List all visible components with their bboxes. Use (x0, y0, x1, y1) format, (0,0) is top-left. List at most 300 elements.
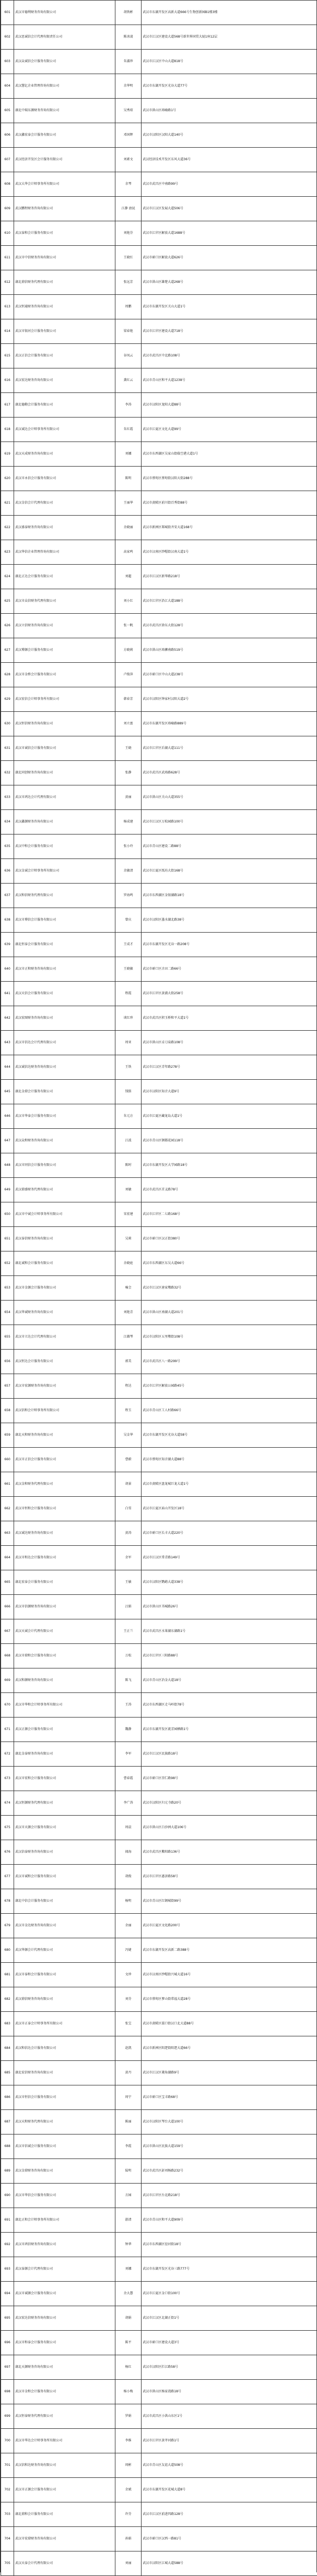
company-address: 武汉市汉阳区墨水湖北路38号 (142, 908, 317, 933)
company-name: 湖北天源财务咨询有限公司 (14, 2355, 115, 2380)
company-name: 武汉市宏鼎财务咨询有限公司 (14, 2527, 115, 2551)
company-address: 武汉市汉南区纱帽街兴城大道16号 (142, 1963, 317, 1987)
table-row (1, 1227, 317, 1251)
company-name: 武汉恒达会计服务有限公司 (14, 1350, 115, 1374)
contact-person: 李广涛 (115, 1791, 142, 1816)
table-row (1, 1693, 317, 1718)
company-name: 武汉市诚信会计服务有限公司 (14, 736, 115, 761)
table-row (1, 1987, 317, 2012)
company-name: 武汉泰源会计代理有限公司 (14, 2257, 115, 2282)
contact-person: 胡娟 (115, 2306, 142, 2331)
row-number: 686 (1, 2085, 14, 2110)
row-number: 604 (1, 74, 14, 99)
row-number: 668 (1, 1644, 14, 1668)
contact-person: 刘超 (115, 565, 142, 589)
row-number: 602 (1, 25, 14, 50)
row-number: 635 (1, 834, 14, 859)
company-name: 武汉鹏程财务咨询有限公司 (14, 197, 115, 221)
company-address: 武汉市东湖开发区花城大道8号 (142, 2478, 317, 2502)
company-name: 武汉泰信财务咨询有限公司 (14, 1227, 115, 1251)
company-name: 武汉鼎信财务咨询有限公司 (14, 1987, 115, 2012)
company-address: 武汉市江汉区青年路278号 (142, 1055, 317, 1080)
table-row (1, 1570, 317, 1595)
company-name: 武汉市泰和会计服务有限公司 (14, 1963, 115, 1987)
contact-person: 宋宏建 (115, 1202, 142, 1227)
contact-person: 谷凤云 (115, 344, 142, 368)
company-name: 武汉市金源会计服务有限公司 (14, 1276, 115, 1301)
company-address: 武汉市蔡甸区奓山街常福大道28号 (142, 1987, 317, 2012)
company-name: 武汉鼎盛财务代理有限公司 (14, 1178, 115, 1202)
company-name: 湖北金泰财务咨询有限公司 (14, 1742, 115, 1767)
table-row (1, 1497, 317, 1521)
row-number: 609 (1, 197, 14, 221)
table-row (1, 1031, 317, 1055)
registry-table-body (1, 1, 317, 2576)
contact-person: 王正兰 (115, 1619, 142, 1644)
contact-person: 王敏 (115, 1570, 142, 1595)
company-address: 武汉市江夏区藏龙岛大道1号 (142, 1104, 317, 1129)
company-address: 武汉市硚口区长丰大道220号 (142, 1521, 317, 1546)
table-row (1, 368, 317, 393)
contact-person: 陈冰凌 (115, 25, 142, 50)
company-address: 武汉市洪山区民族大道159号 (142, 2134, 317, 2159)
contact-person: 李维 (115, 2429, 142, 2453)
row-number: 667 (1, 1619, 14, 1644)
contact-person: 余华明 (115, 74, 142, 99)
row-number: 643 (1, 1031, 14, 1055)
row-number: 693 (1, 2257, 14, 2282)
row-number: 675 (1, 1816, 14, 1840)
company-address: 武汉市黄陂区滠口街汉口北大道88号 (142, 2012, 317, 2036)
row-number: 704 (1, 2527, 14, 2551)
table-row (1, 785, 317, 810)
contact-person: 王晓敏 (115, 957, 142, 982)
company-address: 武汉市武昌区武珞路628号 (142, 761, 317, 785)
company-address: 武汉市东湖开发区流芳园横路1号 (142, 1718, 317, 1742)
company-name: 湖北同创财务咨询有限公司 (14, 761, 115, 785)
table-row (1, 1374, 317, 1399)
company-name: 武汉市鸿达会计代理有限公司 (14, 785, 115, 810)
company-name: 武汉市天源会计服务有限公司 (14, 1816, 115, 1840)
company-name: 武汉天诚会计代理有限公司 (14, 1619, 115, 1644)
row-number: 665 (1, 1570, 14, 1595)
table-row (1, 1963, 317, 1987)
table-row (1, 908, 317, 933)
row-number: 637 (1, 884, 14, 908)
table-row (1, 1619, 317, 1644)
contact-person: 冯婕 (115, 1938, 142, 1963)
table-row (1, 1595, 317, 1619)
company-address: 武汉市武昌区八一路299号 (142, 1350, 317, 1374)
row-number: 685 (1, 2061, 14, 2085)
contact-person: 周亚 (115, 1031, 142, 1055)
contact-person: 曹蔚 (115, 1448, 142, 1472)
company-address: 武汉市汉阳区琴台大道100号 (142, 2110, 317, 2134)
company-name: 武汉市正信会计服务有限公司 (14, 1448, 115, 1472)
contact-person: 刘敏 (115, 1178, 142, 1202)
row-number: 601 (1, 1, 14, 25)
contact-person: 张静 (115, 761, 142, 785)
company-address: 武汉市东湖开发区珞喻路889号 (142, 712, 317, 736)
table-row (1, 687, 317, 712)
table-row (1, 344, 317, 368)
row-number: 677 (1, 1865, 14, 1889)
company-address: 武汉市江汉区建设大道568号新世界国贸大厦1座12层 (142, 25, 317, 50)
company-name: 武汉泰和会计服务有限公司 (14, 221, 115, 246)
table-row (1, 221, 317, 246)
company-address: 武汉市东湖开发区高新大道666号生物创新园B1楼3楼 (142, 1, 317, 25)
contact-person: 陈丽 (115, 2110, 142, 2134)
row-number: 628 (1, 663, 14, 687)
company-name: 武汉信和达财务咨询有限公司 (14, 2453, 115, 2478)
company-name: 武汉市鸿信财务咨询有限公司 (14, 2233, 115, 2257)
company-name: 湖北天和财务咨询有限公司 (14, 1423, 115, 1448)
company-name: 武汉市德利财务咨询有限公司 (14, 1, 115, 25)
row-number: 666 (1, 1595, 14, 1619)
company-name: 武汉众和财务咨询有限公司 (14, 1129, 115, 1153)
table-row (1, 2453, 317, 2478)
company-name: 武汉思诚信会计代理有限责任公司 (14, 25, 115, 50)
company-address: 武汉市江汉区前进四路128号 (142, 2502, 317, 2527)
contact-person: 刘立富 (115, 712, 142, 736)
company-address: 武汉市硚口区汉正街380号 (142, 1227, 317, 1251)
contact-person: 韩春芳 (115, 687, 142, 712)
table-row (1, 2551, 317, 2576)
company-name: 武汉华信企业管理咨询有限公司 (14, 540, 115, 565)
company-address: 武汉市江汉区中山大道818号 (142, 50, 317, 74)
row-number: 647 (1, 1129, 14, 1153)
contact-person: 胡俊 (115, 1865, 142, 1889)
company-name: 武汉宏达信财务咨询有限公司 (14, 2306, 115, 2331)
row-number: 690 (1, 2184, 14, 2208)
company-name: 武汉市金达财务咨询有限公司 (14, 1914, 115, 1938)
company-address: 武汉市武昌区紫阳路136号 (142, 1840, 317, 1865)
table-row (1, 2306, 317, 2331)
table-row (1, 834, 317, 859)
contact-person: 罗娟 (115, 2404, 142, 2429)
table-row (1, 1718, 317, 1742)
company-address: 武汉市江岸区惠济路58号 (142, 1865, 317, 1889)
row-number: 612 (1, 270, 14, 295)
table-row (1, 1521, 317, 1546)
row-number: 657 (1, 1374, 14, 1399)
company-name: 武汉市永信会计服务有限公司 (14, 467, 115, 491)
contact-person: 程霞 (115, 982, 142, 1006)
contact-person: 刘艳芬 (115, 221, 142, 246)
table-row (1, 516, 317, 540)
row-number: 659 (1, 1423, 14, 1448)
company-address: 武汉市汉阳区龙阳大道88号 (142, 393, 317, 418)
table-row (1, 2061, 317, 2085)
company-name: 武汉市华达会计师事务所有限公司 (14, 2429, 115, 2453)
table-row (1, 2282, 317, 2306)
table-row (1, 712, 317, 736)
contact-person: 余晓庭 (115, 1251, 142, 1276)
contact-person: 江静 唐昆 (115, 197, 142, 221)
company-address: 武汉市武昌区徐东大街128号 (142, 614, 317, 638)
company-address: 武汉市新洲区阳逻街阳逻大道66号 (142, 2036, 317, 2061)
company-address: 武汉市东西湖区金银湖路18号 (142, 884, 317, 908)
company-address: 武汉市东湖开发区光谷一路208号 (142, 933, 317, 957)
row-number: 663 (1, 1521, 14, 1546)
contact-person: 张小玲 (115, 834, 142, 859)
company-address: 武汉市汉阳区拦江路58号 (142, 2355, 317, 2380)
table-row (1, 1668, 317, 1693)
table-row (1, 1816, 317, 1840)
table-row (1, 1251, 317, 1276)
table-row (1, 1399, 317, 1423)
contact-person: 方园 (115, 2184, 142, 2208)
company-name: 湖北德勤会计服务有限公司 (14, 393, 115, 418)
row-number: 640 (1, 957, 14, 982)
company-address: 武汉市硚口区宝丰路68号 (142, 2085, 317, 2110)
table-row (1, 2184, 317, 2208)
contact-person: 胡景 (115, 1472, 142, 1497)
company-address: 武汉市江汉区发展大道506号 (142, 197, 317, 221)
company-name: 武汉市诚和会计服务有限公司 (14, 1865, 115, 1889)
table-row (1, 982, 317, 1006)
company-address: 武汉市江岸区解放大道1688号 (142, 221, 317, 246)
table-row (1, 1276, 317, 1301)
company-name: 武汉天和财务代理有限公司 (14, 2110, 115, 2134)
table-row (1, 2380, 317, 2404)
contact-person: 游清 (115, 2208, 142, 2233)
company-name: 武汉信和会计师事务所有限公司 (14, 1399, 115, 1423)
company-address: 武汉市东西湖区走马岭街78号 (142, 1693, 317, 1718)
company-name: 武汉金鼎财务咨询有限公司 (14, 2159, 115, 2184)
table-row (1, 246, 317, 270)
table-row (1, 1448, 317, 1472)
company-address: 武汉市东西湖区吴家山街临空港大道1号 (142, 442, 317, 467)
company-name: 武汉市华信会计服务有限公司 (14, 2184, 115, 2208)
contact-person: 周晨 (115, 1816, 142, 1840)
table-row (1, 2527, 317, 2551)
contact-person: 汪娟 (115, 1595, 142, 1619)
company-address: 武汉市汉阳区江城大道588号 (142, 2551, 317, 2576)
row-number: 618 (1, 418, 14, 442)
company-address: 武汉市江夏区文化大道99号 (142, 418, 317, 442)
company-name: 武汉正信会计服务有限公司 (14, 344, 115, 368)
contact-person: 朱淑珍 (115, 50, 142, 74)
contact-person: 江薇琴 (115, 1325, 142, 1350)
contact-person: 龚红云 (115, 368, 142, 393)
contact-person: 高家鸣 (115, 540, 142, 565)
row-number: 682 (1, 1987, 14, 2012)
company-address: 武汉市黄陂区盘龙城巨龙大道1号 (142, 1472, 317, 1497)
row-number: 679 (1, 1914, 14, 1938)
table-row (1, 148, 317, 172)
row-number: 631 (1, 736, 14, 761)
company-address: 武汉市黄陂区前川街百秀街88号 (142, 491, 317, 516)
company-address: 武汉市东西湖区东吴大道66号 (142, 1251, 317, 1276)
company-name: 武汉市金桥会计服务有限公司 (14, 663, 115, 687)
company-name: 武汉金诚会计师事务所有限公司 (14, 859, 115, 884)
table-row (1, 2429, 317, 2453)
row-number: 607 (1, 148, 14, 172)
table-row (1, 2085, 317, 2110)
table-row (1, 2331, 317, 2355)
company-name: 武汉市中诚会计师事务所有限公司 (14, 1202, 115, 1227)
row-number: 669 (1, 1668, 14, 1693)
company-address: 武汉市洪山区卓刀泉路108号 (142, 1031, 317, 1055)
table-row (1, 2012, 317, 2036)
company-name: 武汉鑫源财务咨询有限公司 (14, 810, 115, 834)
company-address: 武汉市江夏区文化路200号 (142, 1914, 317, 1938)
company-name: 武汉信泰财务咨询有限公司 (14, 1840, 115, 1865)
table-row (1, 270, 317, 295)
row-number: 687 (1, 2110, 14, 2134)
company-name: 武汉鑫宏泰会计服务有限公司 (14, 123, 115, 148)
row-number: 649 (1, 1178, 14, 1202)
company-address: 武汉市江汉区菱角湖路9号 (142, 2061, 317, 2085)
table-row (1, 1742, 317, 1767)
table-row (1, 810, 317, 834)
row-number: 633 (1, 785, 14, 810)
company-name: 湖北正达会计服务有限公司 (14, 565, 115, 589)
contact-person: 吴莉 (115, 1227, 142, 1251)
row-number: 625 (1, 589, 14, 614)
company-name: 武汉正源会计服务有限公司 (14, 1718, 115, 1742)
row-number: 632 (1, 761, 14, 785)
row-number: 656 (1, 1350, 14, 1374)
contact-person: 张一帆 (115, 614, 142, 638)
company-name: 武汉华诚财务咨询有限公司 (14, 1301, 115, 1325)
company-address: 武汉市江汉区唐家墩路32号 (142, 1276, 317, 1301)
contact-person: 魏静 (115, 1718, 142, 1742)
row-number: 645 (1, 1080, 14, 1104)
table-row (1, 884, 317, 908)
row-number: 696 (1, 2331, 14, 2355)
contact-person: 邓国辉 (115, 123, 142, 148)
row-number: 638 (1, 908, 14, 933)
company-address: 武汉市汉南区纱帽街汉南大道1号 (142, 540, 317, 565)
company-address: 武汉市洪山区关山大道355号 (142, 785, 317, 810)
contact-person: 张宝 (115, 2012, 142, 2036)
row-number: 671 (1, 1718, 14, 1742)
contact-person: 王涛 (115, 1693, 142, 1718)
row-number: 676 (1, 1840, 14, 1865)
table-row (1, 1301, 317, 1325)
company-address: 武汉市东湖开发区光谷大道58号 (142, 1423, 317, 1448)
company-address: 武汉市青山区和平大道1238号 (142, 368, 317, 393)
row-number: 613 (1, 295, 14, 319)
company-address: 武汉市青山区红钢城街99号 (142, 1889, 317, 1914)
row-number: 694 (1, 2282, 14, 2306)
company-name: 武汉金和财务代理有限公司 (14, 1472, 115, 1497)
company-address: 武汉市武昌区彭刘杨路232号 (142, 2159, 317, 2184)
contact-person: 喻会 (115, 1276, 142, 1301)
row-number: 680 (1, 1938, 14, 1963)
company-address: 武汉市武昌区水果湖东湖路1号 (142, 1619, 317, 1644)
row-number: 661 (1, 1472, 14, 1497)
row-number: 636 (1, 859, 14, 884)
contact-person: 郭美 (115, 1350, 142, 1374)
row-number: 608 (1, 172, 14, 197)
row-number: 688 (1, 2134, 14, 2159)
company-address: 武汉市新洲区邾城街齐安大道168号 (142, 516, 317, 540)
table-row (1, 1889, 317, 1914)
company-name: 武汉市信达会计代理有限公司 (14, 1031, 115, 1055)
row-number: 651 (1, 1227, 14, 1251)
row-number: 610 (1, 221, 14, 246)
company-name: 武汉大华会计师事务所有限公司 (14, 172, 115, 197)
row-number: 611 (1, 246, 14, 270)
table-row (1, 1938, 317, 1963)
contact-person: 刘丽 (115, 2551, 142, 2576)
company-name: 武汉宏信会计师事务所有限公司 (14, 687, 115, 712)
table-row (1, 1350, 317, 1374)
row-number: 705 (1, 2551, 14, 2576)
row-number: 699 (1, 2404, 14, 2429)
contact-person: 黄涛 (115, 1521, 142, 1546)
company-address: 武汉市江岸区建设大道718号 (142, 319, 317, 344)
table-row (1, 957, 317, 982)
company-name: 湖北恒泰会计服务有限公司 (14, 933, 115, 957)
company-address: 武汉市汉阳区五里墩街108号 (142, 1325, 317, 1350)
row-number: 698 (1, 2380, 14, 2404)
contact-person: 钱铭 (115, 1080, 142, 1104)
table-row (1, 1767, 317, 1791)
row-number: 691 (1, 2208, 14, 2233)
table-row (1, 1202, 317, 1227)
company-address: 武汉市硚口区古田二路66号 (142, 957, 317, 982)
company-name: 湖北鼎和会计服务有限公司 (14, 2502, 115, 2527)
table-row (1, 2110, 317, 2134)
contact-person: 周宁 (115, 2085, 142, 2110)
company-name: 湖北宏泰会计服务有限公司 (14, 1570, 115, 1595)
contact-person: 曹春霞 (115, 1767, 142, 1791)
company-address: 武汉市江岸区三阳路88号 (142, 1644, 317, 1668)
row-number: 648 (1, 1153, 14, 1178)
company-address: 武汉市青山区工人村路66号 (142, 1399, 317, 1423)
company-address: 武汉市江岸区解放公园路45号 (142, 1374, 317, 1399)
row-number: 702 (1, 2478, 14, 2502)
contact-person: 罗海鸣 (115, 884, 142, 908)
row-number: 614 (1, 319, 14, 344)
table-row (1, 1104, 317, 1129)
contact-person: 赵凯 (115, 2036, 142, 2061)
row-number: 627 (1, 638, 14, 663)
table-row (1, 467, 317, 491)
company-name: 武汉慧亿企业管理咨询有限公司 (14, 74, 115, 99)
row-number: 674 (1, 1791, 14, 1816)
contact-person: 周鹏 (115, 295, 142, 319)
table-row (1, 442, 317, 467)
row-number: 701 (1, 2453, 14, 2478)
company-address: 武汉市江汉区北湖正街1号 (142, 2306, 317, 2331)
contact-person: 王丽华 (115, 491, 142, 516)
table-row (1, 295, 317, 319)
company-name: 武汉恒信财务咨询有限公司 (14, 712, 115, 736)
row-number: 684 (1, 2036, 14, 2061)
company-address: 武汉市洪山区杨家湾路18号 (142, 2380, 317, 2404)
table-row (1, 1178, 317, 1202)
company-address: 武汉市青山区和平大道909号 (142, 2208, 317, 2233)
contact-person: 刘素文 (115, 148, 142, 172)
company-name: 武汉市博信会计服务有限公司 (14, 908, 115, 933)
contact-person: 程玉 (115, 1399, 142, 1423)
company-name: 武汉宏达财务咨询有限公司 (14, 368, 115, 393)
row-number: 617 (1, 393, 14, 418)
company-name: 武汉市鼎和会计服务有限公司 (14, 1644, 115, 1668)
company-address: 武汉市汉阳区归元寺路20号 (142, 1791, 317, 1816)
company-name: 武汉诚达财务咨询有限公司 (14, 1521, 115, 1546)
contact-person: 闻海 (115, 1840, 142, 1865)
contact-person: 胡铁彬 (115, 1, 142, 25)
contact-person: 周彬 (115, 2453, 142, 2478)
row-number: 630 (1, 712, 14, 736)
contact-person: 黄丽 (115, 785, 142, 810)
